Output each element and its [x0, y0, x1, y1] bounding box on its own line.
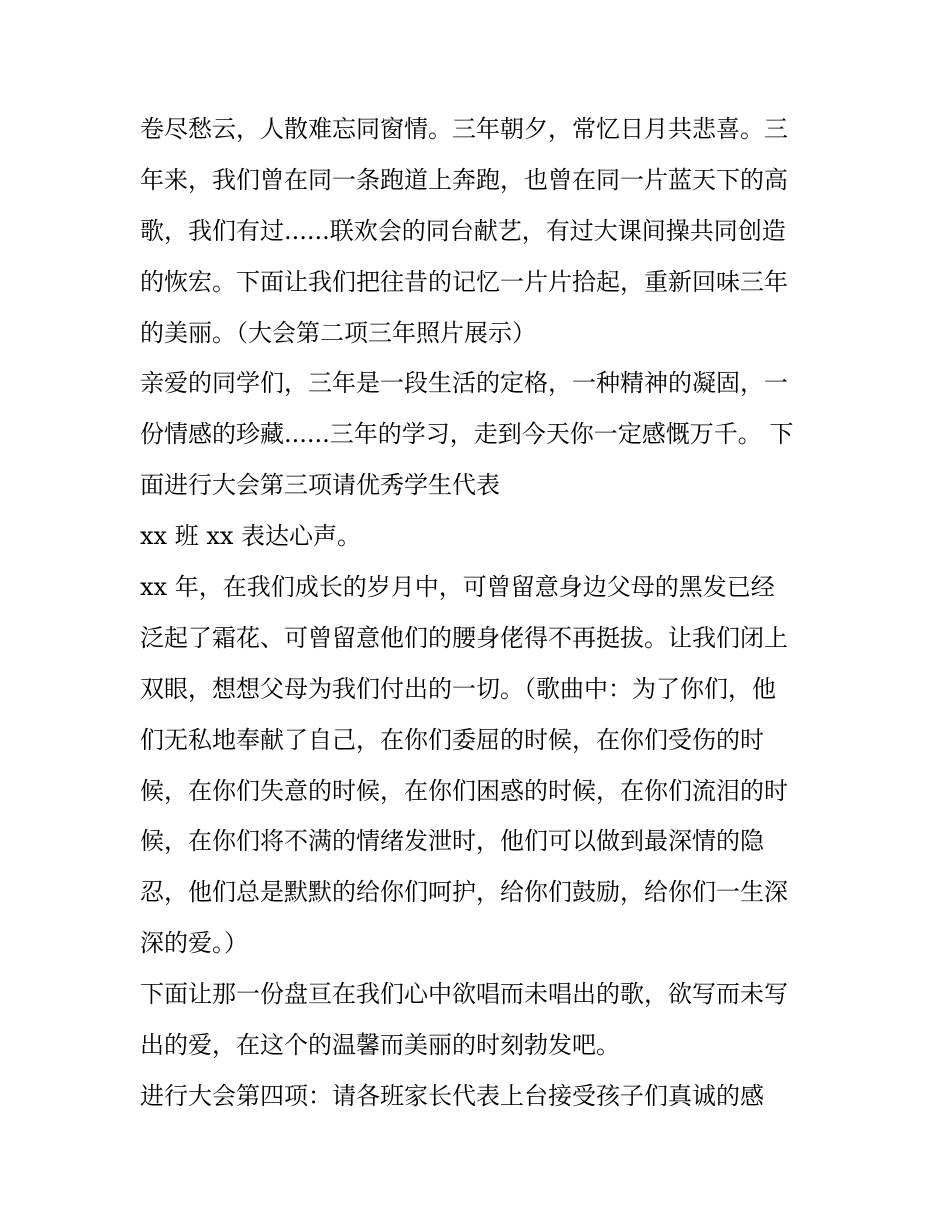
text-line: 年来，我们曾在同一条跑道上奔跑，也曾在同一片蓝天下的高	[140, 165, 788, 194]
text-line: 进行大会第四项：请各班家长代表上台接受孩子们真诚的感	[140, 1081, 764, 1110]
text-line: 的恢宏。下面让我们把往昔的记忆一片片拾起，重新回味三年	[140, 267, 788, 296]
text-line: xx 年，在我们成长的岁月中，可曾留意身边父母的黑发已经	[140, 573, 775, 602]
text-line: 面进行大会第三项请优秀学生代表	[140, 471, 500, 500]
text-line: 卷尽愁云，人散难忘同窗情。三年朝夕，常忆日月共悲喜。三	[140, 115, 788, 143]
text-line: 份情感的珍藏......三年的学习，走到今天你一定感慨万千。 下	[140, 420, 794, 449]
text-line: 深的爱。）	[140, 929, 248, 958]
text-line: 候，在你们将不满的情绪发泄时，他们可以做到最深情的隐	[140, 827, 764, 856]
text-line: 下面让那一份盘亘在我们心中欲唱而未唱出的歌，欲写而未写	[140, 980, 788, 1009]
text-line: 歌，我们有过......联欢会的同台献艺，有过大课间操共同创造	[140, 216, 786, 245]
text-line: 们无私地奉献了自己，在你们委屈的时候，在你们受伤的时	[140, 725, 764, 754]
text-line: 出的爱，在这个的温馨而美丽的时刻勃发吧。	[140, 1031, 620, 1060]
text-line: 亲爱的同学们，三年是一段生活的定格，一种精神的凝固，一	[140, 369, 788, 398]
text-line: 的美丽。（大会第二项三年照片展示）	[140, 318, 536, 347]
text-line: 双眼，想想父母为我们付出的一切。（歌曲中：为了你们，他	[140, 674, 776, 703]
text-line: 候，在你们失意的时候，在你们困惑的时候，在你们流泪的时	[140, 776, 788, 805]
text-line: 忍，他们总是默默的给你们呵护，给你们鼓励，给你们一生深	[140, 878, 788, 907]
text-line: xx 班 xx 表达心声。	[140, 522, 362, 551]
body-text	[140, 104, 820, 1122]
text-line: 泛起了霜花、可曾留意他们的腰身佬得不再挺拔。让我们闭上	[140, 623, 788, 652]
